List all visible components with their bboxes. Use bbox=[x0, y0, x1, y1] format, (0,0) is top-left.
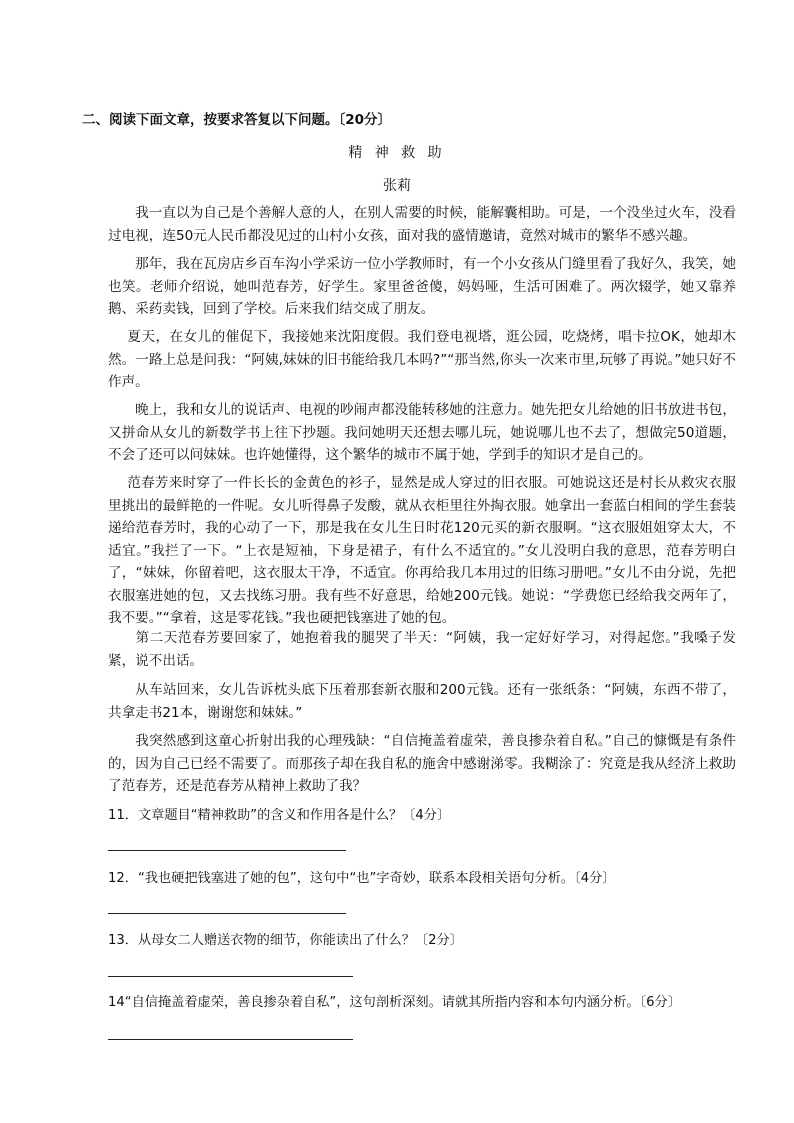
paragraph bbox=[108, 679, 736, 724]
paragraph-text: 我一直以为自己是个善解人意的人，在别人需要的时候，能解囊相助。可是，一个没坐过火车，没看过电视，连50元人民币都没见过的山村小女孩，面对我的盛情邀请，竟然对城市的繁华不感兴趣。 bbox=[108, 205, 736, 244]
paragraph-text: 我突然感到这童心折射出我的心理残缺：“自信掩盖着虚荣，善良掺杂着自私。”自己的慷慨是有条件的，因为自己已经不需要了。而那孩子却在我自私的施舍中感谢涕零。我糊涂了：究竟是我从经济上救助了范春芳，还是范春芳从精神上救助了我？ bbox=[108, 733, 736, 794]
answer-line[interactable] bbox=[108, 913, 346, 914]
paragraph-text: 夏天，在女儿的催促下，我接她来沈阳度假。我们登电视塔，逛公园，吃烧烤，唱卡拉OK，她却木然。一路上总是问我：“阿姨,妹妹的旧书能给我几本吗?”“那当然,你头一次来市里,玩够了再说。”她只好不作声。 bbox=[108, 329, 736, 390]
paragraph bbox=[108, 202, 736, 247]
paragraph-text: 晚上，我和女儿的说话声、电视的吵闹声都没能转移她的注意力。她先把女儿给她的旧书放进书包，又拼命从女儿的新数学书上往下抄题。我问她明天还想去哪儿玩，她说哪儿也不去了，想做完50道题，不会了还可以问妹妹。也许她懂得，这个繁华的城市不属于她，学到手的知识才是自己的。 bbox=[108, 402, 736, 463]
paragraph-text: 范春芳来时穿了一件长长的金黄色的衫子，显然是成人穿过的旧衣服。可她说这还是村长从救灾衣服里挑出的最鲜艳的一件呢。女儿听得鼻子发酸，就从衣柜里往外掏衣服。她拿出一套蓝白相间的学生套装递给范春芳时，我的心动了一下，那是我在女儿生日时花120元买的新衣服啊。“这衣服姐姐穿太大，不适宜。”我拦了一下。“上衣是短袖，下身是裙子，有什么不适宜的。”女儿没明白我的意思，范春芳明白了，“妹妹，你留着吧，这衣服太干净，不适宜。你再给我几本用过的旧练习册吧。”女儿不由分说，先把衣服塞进她的包，又去找练习册。我有些不好意思，给她200元钱。她说：“学费您已经给我交两年了，我不要。”“拿着，这是零花钱。”我也硬把钱塞进了她的包。 bbox=[108, 475, 736, 626]
paragraph bbox=[108, 253, 736, 321]
paragraph-text: 从车站回来，女儿告诉枕头底下压着那套新衣服和200元钱。还有一张纸条：“阿姨，东西不带了，共拿走书21本，谢谢您和妹妹。” bbox=[108, 682, 736, 721]
question: 11．文章题目“精神救助”的含义和作用各是什么？〔4分〕 bbox=[108, 808, 451, 823]
answer-line[interactable] bbox=[108, 1039, 353, 1040]
article-title: 精 神 救 助 bbox=[348, 145, 446, 161]
paragraph bbox=[108, 326, 736, 394]
paragraph-text: 第二天范春芳要回家了，她抱着我的腿哭了半天：“阿姨，我一定好好学习，对得起您。”我嗓子发紧，说不出话。 bbox=[108, 630, 736, 669]
question: 14“自信掩盖着虚荣，善良掺杂着自私”，这句剖析深刻。请就其所指内容和本句内涵分析。〔6分〕 bbox=[108, 995, 681, 1010]
answer-line[interactable] bbox=[108, 976, 353, 977]
question: 13．从母女二人赠送衣物的细节，你能读出了什么？〔2分〕 bbox=[108, 933, 463, 948]
question: 12．“我也硬把钱塞进了她的包”，这句中“也”字奇妙，联系本段相关语句分析。〔4分〕 bbox=[108, 871, 616, 886]
paragraph bbox=[108, 399, 736, 467]
answer-line[interactable] bbox=[108, 850, 346, 851]
paragraph bbox=[108, 627, 736, 672]
paragraph bbox=[108, 730, 736, 798]
paragraph-text: 那年，我在瓦房店乡百车沟小学采访一位小学教师时，有一个小女孩从门缝里看了我好久，我笑，她也笑。老师介绍说，她叫范春芳，好学生。家里爸爸傻，妈妈哑，生活可困难了。两次辍学，她又靠养鹅、采药卖钱，回到了学校。后来我们结交成了朋友。 bbox=[108, 256, 736, 317]
article-author: 张莉 bbox=[383, 178, 411, 194]
paragraph bbox=[108, 472, 736, 630]
section-heading: 二、阅读下面文章，按要求答复以下问题。〔20分〕 bbox=[82, 112, 392, 128]
